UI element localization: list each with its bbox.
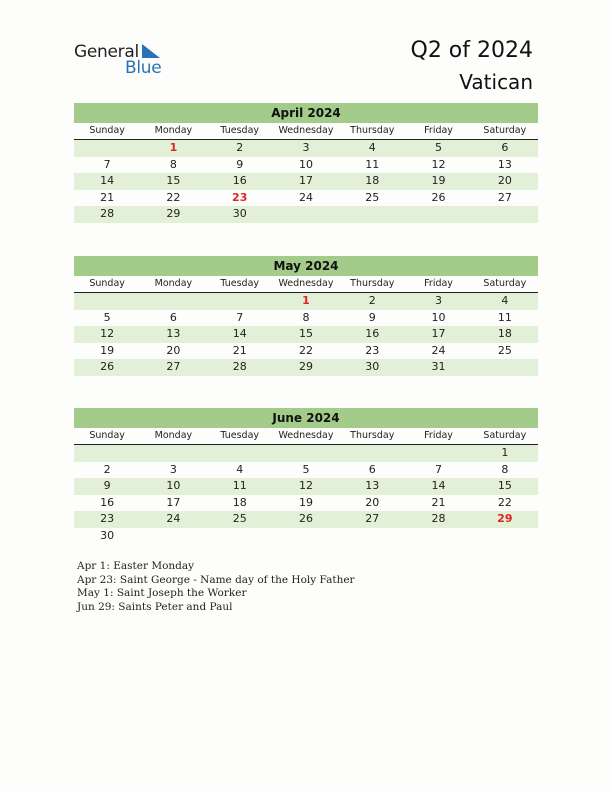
day-cell: 4 — [368, 141, 376, 154]
week-row — [74, 157, 538, 174]
day-cell: 13 — [497, 157, 512, 171]
day-cell: 5 — [103, 310, 111, 324]
day-cell: 12 — [431, 157, 446, 171]
day-cell: 7 — [435, 462, 443, 476]
day-cell: 30 — [365, 360, 380, 373]
day-cell: 15 — [497, 479, 512, 492]
weekday-label: Monday — [154, 430, 193, 441]
weekday-header-row — [74, 428, 538, 445]
weekday-label: Saturday — [483, 125, 527, 136]
day-cell: 11 — [232, 479, 247, 492]
day-cell: 20 — [365, 495, 380, 509]
day-cell: 17 — [298, 174, 313, 187]
day-cell: 27 — [365, 512, 380, 525]
day-cell: 25 — [365, 190, 380, 204]
day-cell: 10 — [431, 310, 446, 324]
weekday-label: Friday — [424, 278, 453, 289]
empty-day-cell — [472, 359, 538, 376]
day-cell: 28 — [431, 512, 446, 525]
day-cell: 14 — [100, 174, 115, 187]
day-cell: 29 — [497, 512, 513, 525]
day-cell: 3 — [435, 294, 443, 307]
week-row — [74, 528, 538, 545]
day-cell: 31 — [431, 360, 446, 373]
day-cell: 24 — [298, 190, 313, 204]
day-cell: 27 — [497, 190, 512, 204]
week-row — [74, 206, 538, 223]
day-cell: 6 — [368, 462, 376, 476]
day-cell: 23 — [365, 343, 380, 357]
day-cell: 28 — [100, 207, 115, 220]
weekday-label: Tuesday — [220, 278, 260, 289]
empty-day-cell — [140, 293, 206, 310]
day-cell: 16 — [100, 495, 115, 509]
day-cell: 13 — [365, 479, 380, 492]
day-cell: 19 — [100, 343, 115, 357]
day-cell: 4 — [501, 294, 509, 307]
empty-day-cell — [472, 528, 538, 545]
empty-day-cell — [339, 445, 405, 462]
empty-day-cell — [405, 528, 471, 545]
day-cell: 30 — [100, 528, 115, 542]
logo-blue-text: Blue — [125, 58, 162, 78]
empty-day-cell — [339, 528, 405, 545]
day-cell: 4 — [236, 462, 244, 476]
day-cell: 18 — [497, 327, 512, 340]
month-title: June 2024 — [74, 408, 538, 428]
empty-day-cell — [273, 445, 339, 462]
week-row — [74, 462, 538, 479]
day-cell: 26 — [431, 190, 446, 204]
quarter-title: Q2 of 2024 — [410, 38, 533, 63]
day-cell: 14 — [232, 327, 247, 340]
weekday-label: Wednesday — [278, 430, 334, 441]
week-row — [74, 326, 538, 343]
week-row — [74, 173, 538, 190]
country-title: Vatican — [459, 70, 533, 94]
day-cell: 23 — [100, 512, 115, 525]
day-cell: 8 — [169, 157, 177, 171]
weekday-label: Friday — [424, 430, 453, 441]
weekday-label: Friday — [424, 125, 453, 136]
day-cell: 25 — [497, 343, 512, 357]
week-row — [74, 310, 538, 327]
day-cell: 1 — [169, 141, 178, 154]
day-cell: 11 — [497, 310, 512, 324]
day-cell: 14 — [431, 479, 446, 492]
week-row — [74, 190, 538, 207]
day-cell: 3 — [169, 462, 177, 476]
day-cell: 21 — [431, 495, 446, 509]
day-cell: 13 — [166, 327, 181, 340]
month-calendar — [74, 408, 538, 544]
day-cell: 15 — [298, 327, 313, 340]
weekday-label: Saturday — [483, 278, 527, 289]
month-calendar — [74, 256, 538, 376]
day-cell: 5 — [302, 462, 310, 476]
week-row — [74, 343, 538, 360]
weekday-label: Tuesday — [220, 125, 260, 136]
logo-general-text: General — [74, 42, 139, 62]
empty-day-cell — [207, 528, 273, 545]
day-cell: 10 — [298, 157, 313, 171]
week-row — [74, 140, 538, 157]
day-cell: 6 — [169, 310, 177, 324]
weekday-label: Tuesday — [220, 430, 260, 441]
day-cell: 25 — [232, 512, 247, 525]
empty-day-cell — [472, 206, 538, 223]
weekday-label: Thursday — [350, 278, 395, 289]
day-cell: 2 — [236, 141, 244, 154]
empty-day-cell — [74, 140, 140, 157]
day-cell: 2 — [368, 294, 376, 307]
empty-day-cell — [405, 445, 471, 462]
day-cell: 2 — [103, 462, 111, 476]
weekday-label: Monday — [154, 125, 193, 136]
day-cell: 28 — [232, 360, 247, 373]
week-row — [74, 293, 538, 310]
day-cell: 7 — [236, 310, 244, 324]
day-cell: 15 — [166, 174, 181, 187]
day-cell: 24 — [166, 512, 181, 525]
day-cell: 11 — [365, 157, 380, 171]
day-cell: 1 — [501, 446, 509, 459]
empty-day-cell — [140, 528, 206, 545]
day-cell: 20 — [166, 343, 181, 357]
week-row — [74, 495, 538, 512]
day-cell: 29 — [298, 360, 313, 373]
day-cell: 30 — [232, 207, 247, 220]
day-cell: 24 — [431, 343, 446, 357]
empty-day-cell — [273, 528, 339, 545]
holiday-notes — [77, 560, 355, 614]
day-cell: 19 — [431, 174, 446, 187]
empty-day-cell — [74, 293, 140, 310]
empty-day-cell — [74, 445, 140, 462]
weekday-label: Sunday — [89, 278, 125, 289]
day-cell: 16 — [365, 327, 380, 340]
weekday-label: Monday — [154, 278, 193, 289]
holiday-note: Jun 29: Saints Peter and Paul — [77, 600, 233, 613]
day-cell: 12 — [298, 479, 313, 492]
day-cell: 26 — [298, 512, 313, 525]
day-cell: 8 — [302, 310, 310, 324]
week-row — [74, 359, 538, 376]
weekday-label: Saturday — [483, 430, 527, 441]
month-title: May 2024 — [74, 256, 538, 276]
day-cell: 16 — [232, 174, 247, 187]
day-cell: 9 — [103, 479, 111, 492]
month-calendar — [74, 103, 538, 223]
holiday-note: May 1: Saint Joseph the Worker — [77, 587, 247, 599]
weekday-label: Sunday — [89, 430, 125, 441]
empty-day-cell — [140, 445, 206, 462]
day-cell: 21 — [100, 190, 115, 204]
weekday-label: Thursday — [350, 430, 395, 441]
holiday-note: Apr 1: Easter Monday — [77, 560, 195, 572]
weekday-label: Sunday — [89, 125, 125, 136]
day-cell: 21 — [232, 343, 247, 357]
generalblue-logo — [74, 42, 174, 78]
empty-day-cell — [273, 206, 339, 223]
day-cell: 5 — [435, 141, 443, 154]
day-cell: 1 — [302, 294, 310, 307]
day-cell: 7 — [103, 157, 111, 171]
day-cell: 27 — [166, 360, 181, 373]
day-cell: 19 — [298, 495, 313, 509]
week-row — [74, 445, 538, 462]
day-cell: 12 — [100, 327, 115, 340]
empty-day-cell — [405, 206, 471, 223]
empty-day-cell — [207, 445, 273, 462]
day-cell: 22 — [298, 343, 313, 357]
weekday-header-row — [74, 276, 538, 293]
weekday-header-row — [74, 123, 538, 140]
day-cell: 9 — [368, 310, 376, 324]
empty-day-cell — [339, 206, 405, 223]
day-cell: 20 — [497, 174, 512, 187]
day-cell: 22 — [166, 190, 181, 204]
day-cell: 8 — [501, 462, 509, 476]
day-cell: 10 — [166, 479, 181, 492]
day-cell: 6 — [501, 141, 509, 154]
week-row — [74, 511, 538, 528]
empty-day-cell — [207, 293, 273, 310]
weekday-label: Wednesday — [278, 278, 334, 289]
day-cell: 17 — [166, 495, 181, 509]
holiday-note: Apr 23: Saint George - Name day of the Holy Father — [77, 573, 355, 586]
week-row — [74, 478, 538, 495]
day-cell: 26 — [100, 360, 115, 373]
month-title: April 2024 — [74, 103, 538, 123]
day-cell: 18 — [232, 495, 247, 509]
weekday-label: Thursday — [350, 125, 395, 136]
day-cell: 22 — [497, 495, 512, 509]
day-cell: 3 — [302, 141, 310, 154]
weekday-label: Wednesday — [278, 125, 334, 136]
day-cell: 18 — [365, 174, 380, 187]
day-cell: 9 — [236, 157, 244, 171]
day-cell: 29 — [166, 207, 181, 220]
day-cell: 23 — [232, 190, 248, 204]
day-cell: 17 — [431, 327, 446, 340]
